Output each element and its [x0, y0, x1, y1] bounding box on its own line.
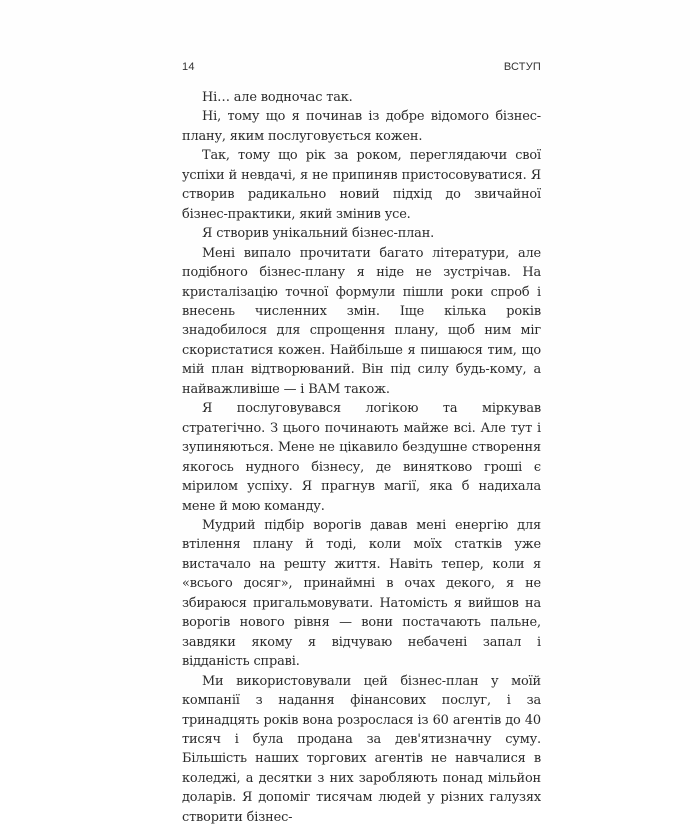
paragraph: Ні, тому що я починав із добре відомого бізнес-плану, яким послуговується кожен.	[182, 109, 541, 144]
paragraph: Мені випало прочитати багато літератури, але подібного бізнес-плану я ніде не зустрічав. На кристалізацію точної формули пішли роки спроб і внесень численних змін. Іще кілька років знадобилося для спрощення плану, щоб ним міг скористатися кожен. Найбільше я пишаюся тим, що мій план відтворюваний. Він під силу будь-кому, а найважливіше — і ВАМ також.	[182, 245, 541, 397]
paragraph: Ми використовували цей бізнес-план у моїй компанії з надання фінансових послуг, і за тринадцять років вона розрослася із 60 агентів до 40 тисяч і була продана за дев'ятизначну суму. Більшість наших торгових агентів не навчалися в коледжі, а десятки з них заробляють понад мільйон доларів. Я допоміг тисячам людей у різних галузях створити бізнес-	[182, 673, 541, 825]
paragraph: Я послуговувався логікою та міркував стратегічно. З цього починають майже всі. Але тут і зупиняються. Мене не цікавило бездушне створення якогось нудного бізнесу, де винятково гроші є мірилом успіху. Я прагнув магії, яка б надихала мене й мою команду.	[182, 401, 541, 514]
running-head	[182, 59, 541, 75]
body-text	[182, 88, 541, 827]
paragraph: Так, тому що рік за роком, переглядаючи свої успіхи й невдачі, я не припиняв пристосовуватися. Я створив радикально новий підхід до звичайної бізнес-практики, який змінив усе.	[182, 148, 541, 222]
page-number: 14	[182, 61, 195, 73]
paragraph: Мудрий підбір ворогів давав мені енергію для втілення плану й тоді, коли моїх статків уже вистачало на решту життя. Навіть тепер, коли я «всього досяг», принаймні в очах декого, я не збираюся пригальмовувати. Натомість я вийшов на ворогів нового рівня — вони постачають пальне, завдяки якому я відчуваю небачені запал і відданість справі.	[182, 517, 541, 670]
section-title: ВСТУП	[503, 61, 541, 73]
paragraph: Ні… але водночас так.	[202, 90, 353, 105]
paragraph: Я створив унікальний бізнес-план.	[202, 226, 435, 242]
